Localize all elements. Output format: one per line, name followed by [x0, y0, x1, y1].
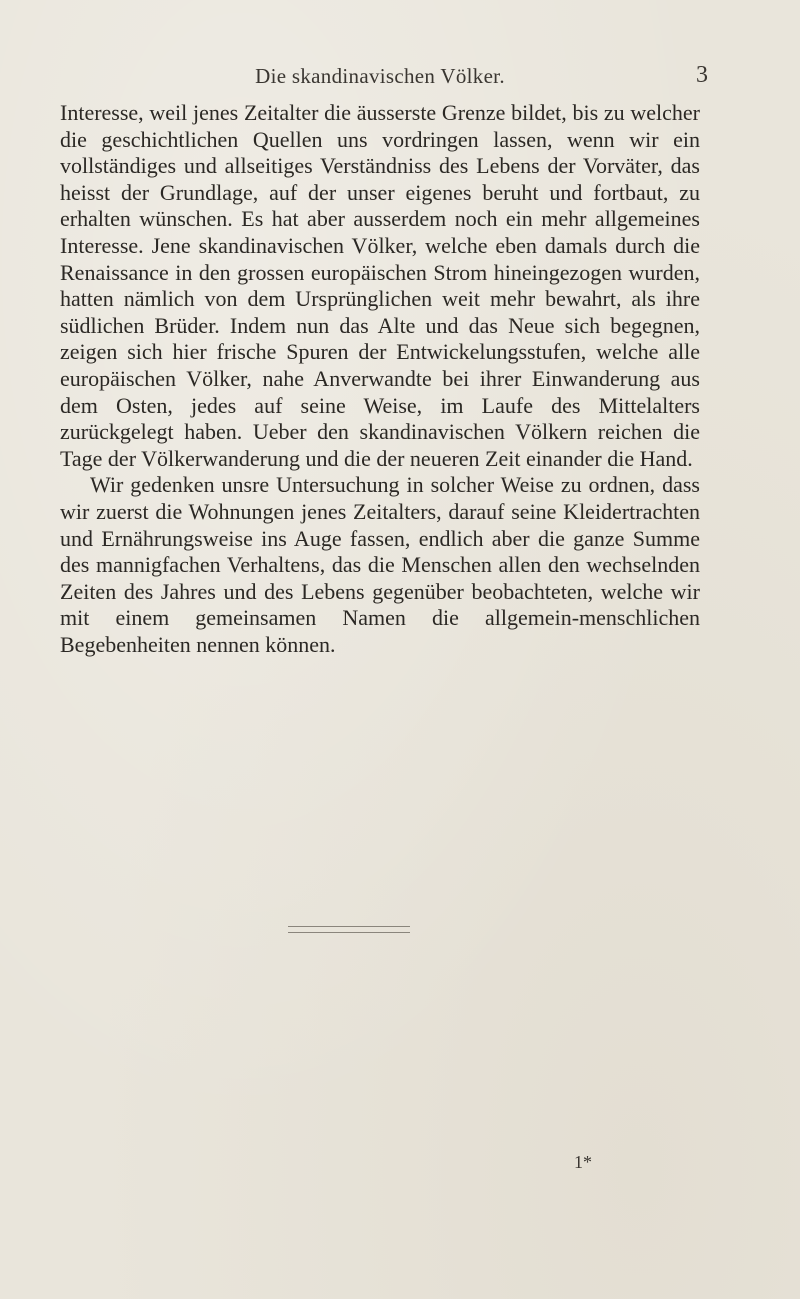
signature-mark: 1* [574, 1152, 592, 1172]
body-text [60, 100, 700, 658]
running-head [60, 62, 708, 94]
paragraph-continuation: Interesse, weil jenes Zeitalter die äusserste Grenze bildet, bis zu welcher die geschichtlichen Quellen uns vordringen lassen, wenn wir ein vollständiges und allseitiges Verständniss des Lebens der Vorväter, das heisst der Grundlage, auf der unser eigenes beruht und fortbaut, zu erhalten wünschen. Es hat aber ausserdem noch ein mehr allgemeines Interesse. Jene skandinavischen Völker, welche eben damals durch die Renaissance in den grossen europäischen Strom hineingezogen wurden, hatten nämlich von dem Ursprünglichen weit mehr bewahrt, als ihre südlichen Brüder. Indem nun das Alte und das Neue sich begegnen, zeigen sich hier frische Spuren der Entwickelungsstufen, welche alle europäischen Völker, nahe Anverwandte bei ihrer Einwanderung aus dem Osten, jedes auf seine Weise, im Laufe des Mittelalters zurückgelegt haben. Ueber den skandinavischen Völkern reichen die Tage der Völkerwanderung und die der neueren Zeit einander die Hand. [60, 100, 700, 471]
paragraph-plan: Wir gedenken unsre Untersuchung in solcher Weise zu ordnen, dass wir zuerst die Wohnungen jenes Zeitalters, darauf seine Kleidertrachten und Ernährungsweise ins Auge fassen, endlich aber die ganze Summe des mannigfachen Verhaltens, das die Menschen allen den wechselnden Zeiten des Jahres und des Lebens gegenüber beobachteten, welche wir mit einem gemeinsamen Namen die allgemein-menschlichen Begebenheiten nennen können. [60, 472, 700, 657]
section-divider-rule [288, 926, 410, 933]
running-title: Die skandinavischen Völker. [255, 64, 505, 88]
page-number: 3 [696, 62, 708, 88]
